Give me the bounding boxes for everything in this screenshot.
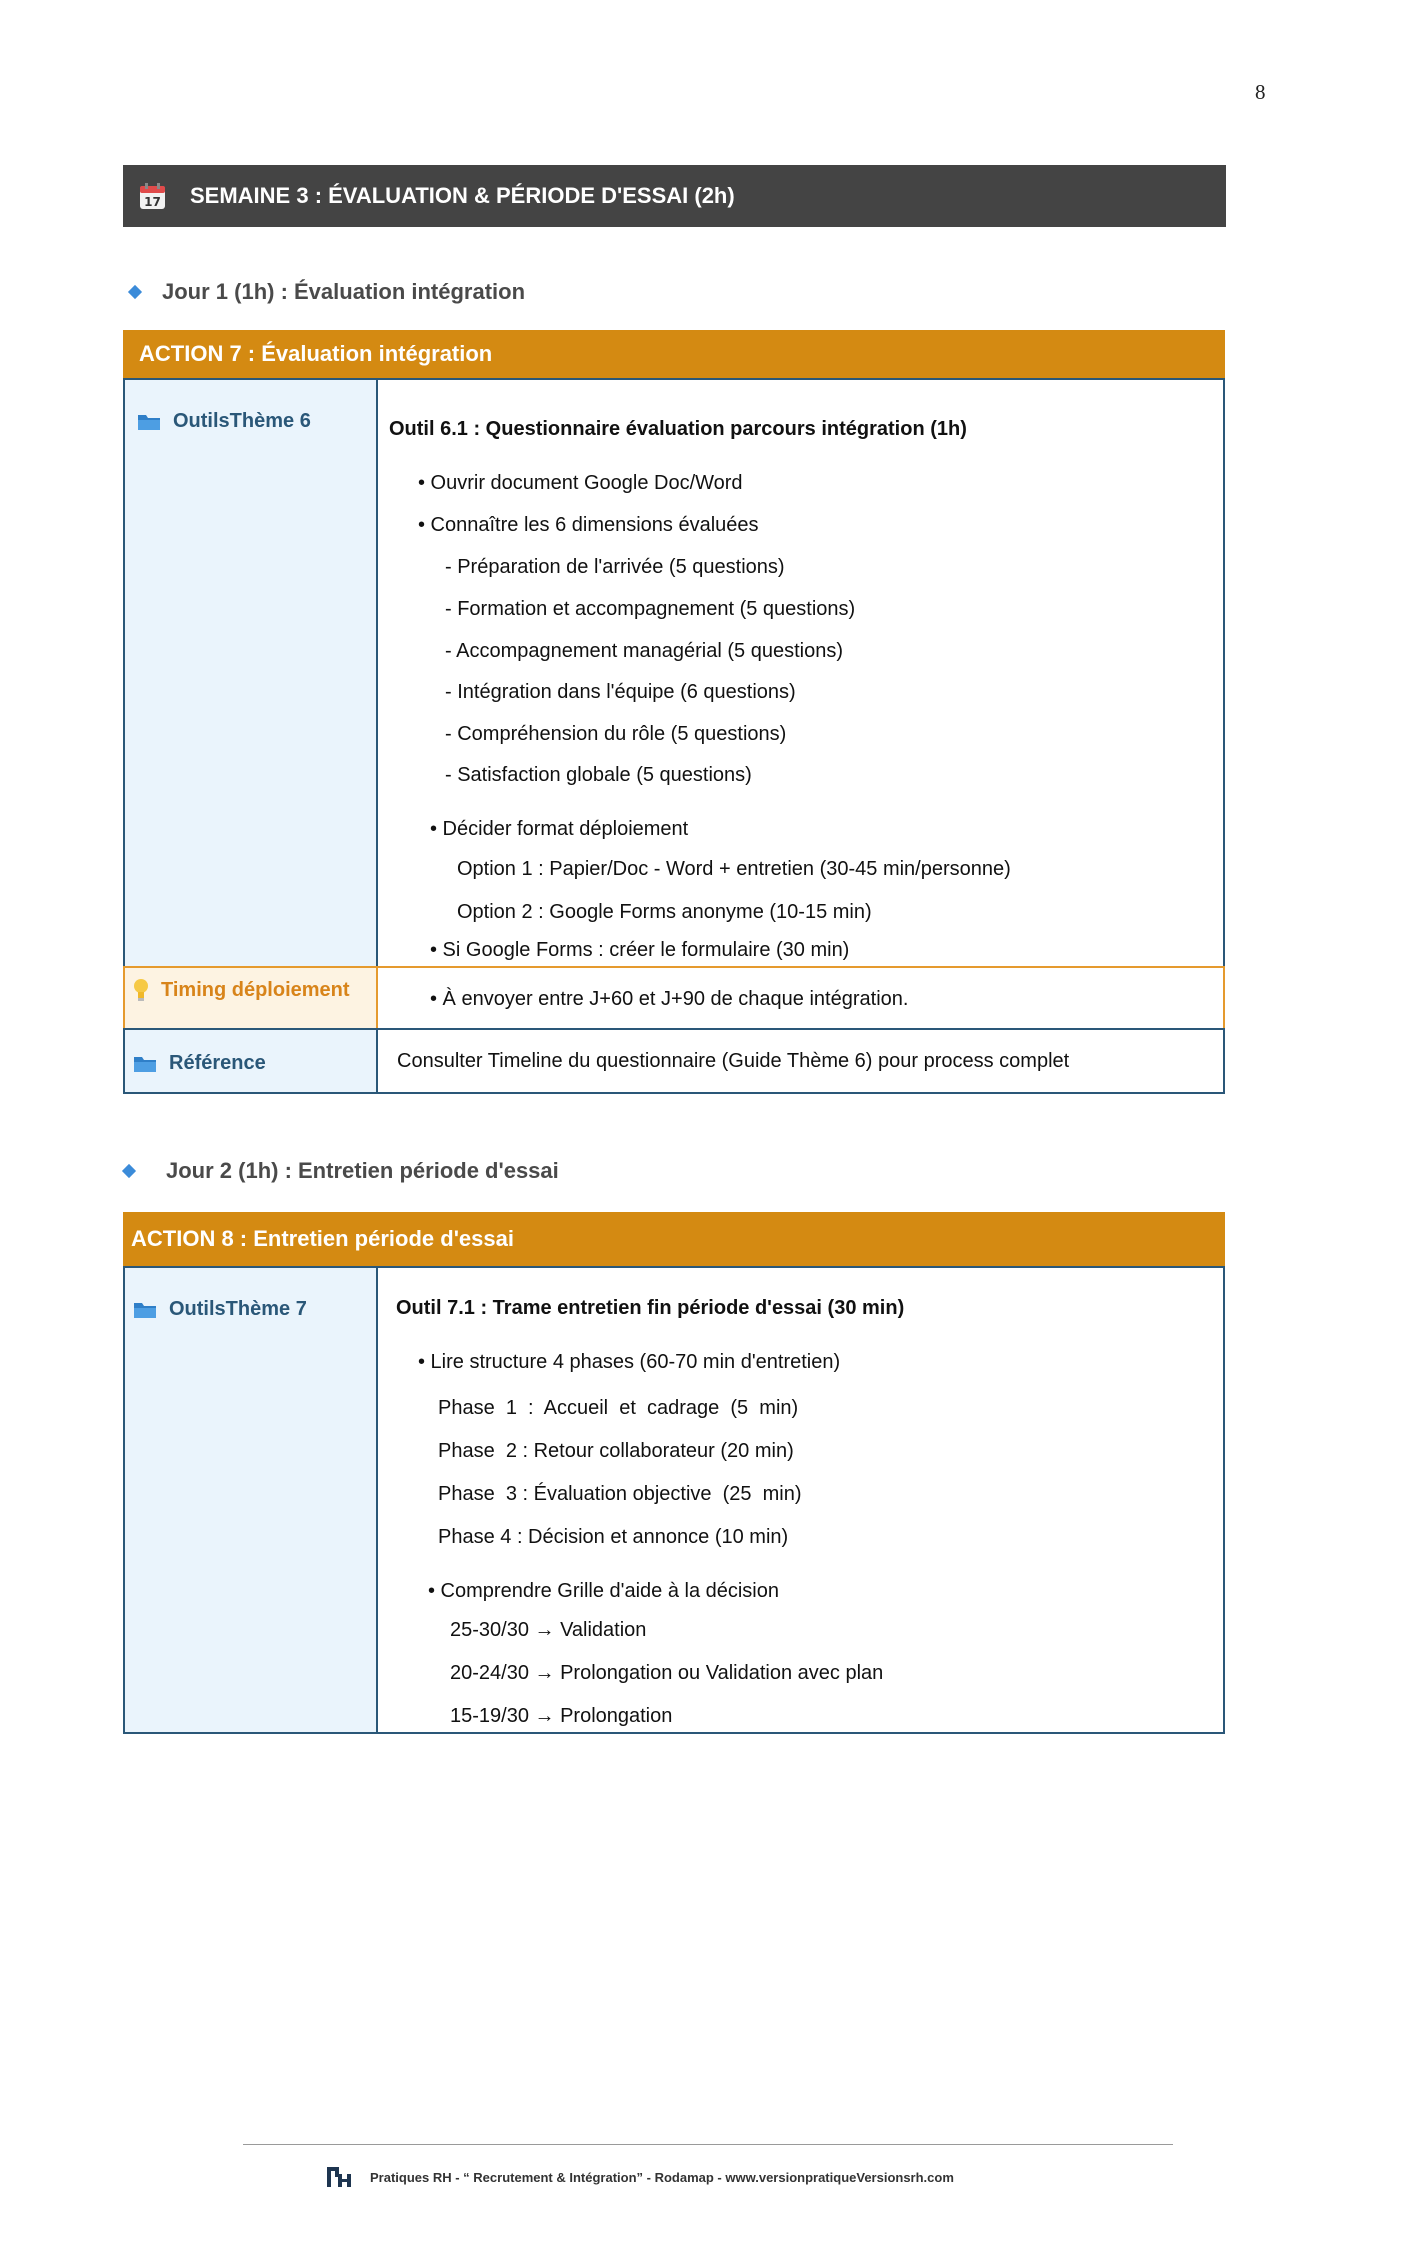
diamond-bullet-icon [122,1164,136,1178]
d1-line-7: - Satisfaction globale (5 questions) [445,764,752,786]
d2-line-4: Phase 4 : Décision et annonce (10 min) [438,1526,789,1548]
d1-line-6: - Compréhension du rôle (5 questions) [445,723,787,745]
folder-icon [133,1055,157,1073]
footer [326,2164,954,2190]
action8-title: ACTION 8 : Entretien période d'essai [131,1226,514,1251]
d2-line-3: Phase 3 : Évaluation objective (25 min) [438,1483,802,1505]
d1-line-9: Option 1 : Papier/Doc - Word + entretien (30-45 min/personne) [457,858,1011,880]
calendar-icon [139,183,166,210]
action8-header [123,1212,1225,1266]
reference-label-text: Référence [169,1052,266,1074]
d1-line-1: • Connaître les 6 dimensions évaluées [418,514,759,536]
d2-line-8: 15-19/30 → Prolongation [450,1705,673,1727]
week-banner [123,165,1226,227]
reference-label-cell [123,1028,378,1094]
rh-logo-icon [326,2164,352,2190]
d2-line-0: • Lire structure 4 phases (60-70 min d'entretien) [418,1351,841,1373]
svg-text:17: 17 [144,194,161,209]
d1-line-2: - Préparation de l'arrivée (5 questions) [445,556,785,578]
action7-title: ACTION 7 : Évaluation intégration [139,341,493,366]
lightbulb-icon [133,978,149,1002]
d1-line-8: • Décider format déploiement [430,818,689,840]
timing-label-text: Timing déploiement [161,978,350,1001]
tools-label-cell [123,378,378,968]
footer-divider [243,2144,1173,2145]
page-number: 8 [1255,80,1266,104]
tool-6-1-title: Outil 6.1 : Questionnaire évaluation parcours intégration (1h) [389,418,967,440]
tools7-label-text: OutilsThème 7 [169,1298,307,1320]
folder-icon [137,413,161,431]
d2-line-2: Phase 2 : Retour collaborateur (20 min) [438,1440,794,1462]
reference-text: Consulter Timeline du questionnaire (Guide Thème 6) pour process complet [397,1050,1070,1072]
d2-line-1: Phase 1 : Accueil et cadrage (5 min) [438,1397,799,1419]
d1-line-3: - Formation et accompagnement (5 questions) [445,598,856,620]
d2-line-6: 25-30/30 → Validation [450,1619,647,1641]
diamond-bullet-icon [128,285,142,299]
day1-heading [130,277,525,307]
timing-label-cell [123,966,378,1030]
d1-line-0: • Ouvrir document Google Doc/Word [418,472,743,494]
d1-line-4: - Accompagnement managérial (5 questions) [445,640,843,662]
tool-7-1-title: Outil 7.1 : Trame entretien fin période d'essai (30 min) [396,1297,905,1319]
tools-label-text: OutilsThème 6 [173,410,311,432]
d2-line-5: • Comprendre Grille d'aide à la décision [428,1580,779,1602]
footer-text: Pratiques RH - “ Recrutement & Intégration” - Rodamap - www.versionpratiqueVersionsrh.com [370,2169,954,2185]
action7-header [123,330,1225,378]
d2-line-7: 20-24/30 → Prolongation ou Validation avec plan [450,1662,884,1684]
week-title: SEMAINE 3 : ÉVALUATION & PÉRIODE D'ESSAI (2h) [190,183,735,208]
d1-line-10: Option 2 : Google Forms anonyme (10-15 min) [457,901,872,923]
day1-heading-text: Jour 1 (1h) : Évaluation intégration [162,279,526,304]
timing-text: • À envoyer entre J+60 et J+90 de chaque intégration. [430,988,909,1010]
d1-line-5: - Intégration dans l'équipe (6 questions) [445,681,796,703]
day2-heading [124,1156,559,1186]
tools7-label-cell [123,1266,378,1734]
folder-icon [133,1301,157,1319]
day2-heading-text: Jour 2 (1h) : Entretien période d'essai [166,1158,559,1183]
d1-line-11: • Si Google Forms : créer le formulaire (30 min) [430,939,850,961]
